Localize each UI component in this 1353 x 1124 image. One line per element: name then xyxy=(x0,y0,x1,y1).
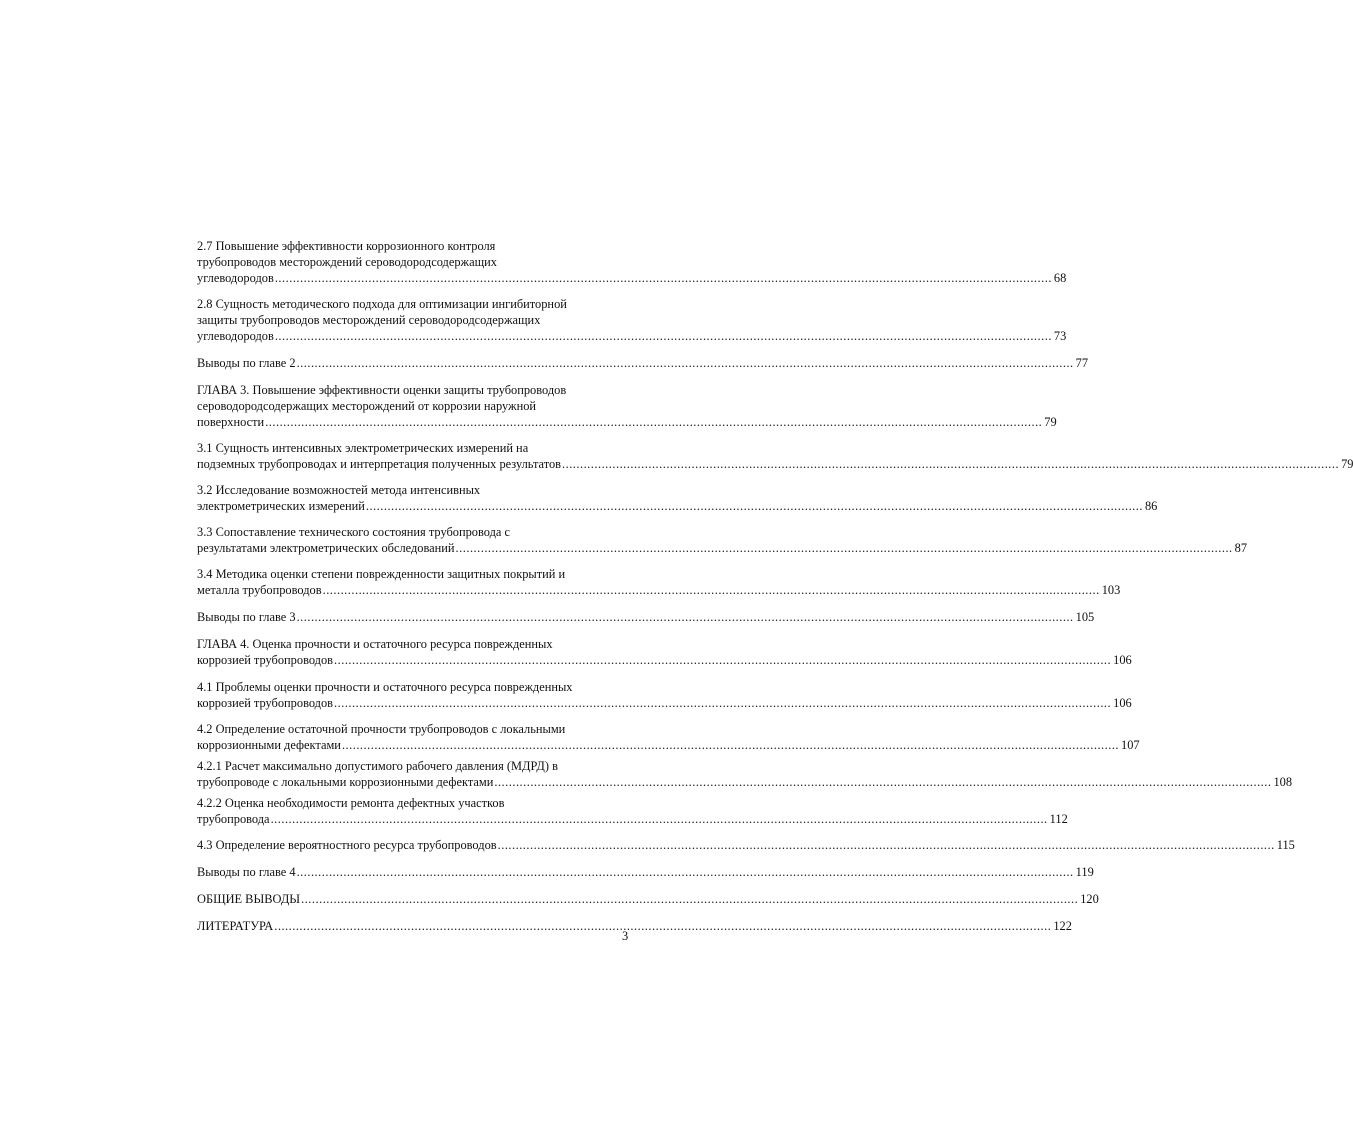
toc-entry[interactable] xyxy=(197,864,1094,880)
toc-entry-last-line xyxy=(197,737,1140,753)
toc-entry-last-line xyxy=(197,498,1158,514)
toc-entry-text: 3.4 Методика оценки степени поврежденности защитных покрытий и xyxy=(197,567,566,581)
toc-page-number: 103 xyxy=(1101,583,1121,597)
toc-entry-text: трубопровода xyxy=(197,812,270,826)
toc-entry-last-line xyxy=(197,652,1132,668)
toc-entry-last-line xyxy=(197,456,1353,472)
toc-entry[interactable] xyxy=(197,609,1095,625)
toc-entry[interactable] xyxy=(197,918,1072,934)
toc-page-number: 120 xyxy=(1080,892,1099,906)
dot-leader xyxy=(271,811,1048,827)
toc-entry[interactable] xyxy=(197,758,1293,790)
toc-entry[interactable] xyxy=(197,566,1121,598)
table-of-contents xyxy=(197,238,1353,934)
toc-page-number: 119 xyxy=(1075,865,1094,879)
dot-leader xyxy=(275,328,1052,344)
toc-entry-text: 3.2 Исследование возможностей метода интенсивных xyxy=(197,483,481,497)
toc-entry-text: металла трубопроводов xyxy=(197,583,322,597)
toc-entry-text: 3.3 Сопоставление технического состояния трубопровода с xyxy=(197,525,511,539)
toc-entry[interactable] xyxy=(197,795,1068,827)
toc-entry-last-line xyxy=(197,540,1248,556)
toc-entry-text: углеводородов xyxy=(197,271,274,285)
toc-page-number: 87 xyxy=(1234,541,1248,555)
dot-leader xyxy=(297,609,1074,625)
toc-entry-last-line xyxy=(197,864,1094,880)
toc-entry[interactable] xyxy=(197,837,1295,853)
toc-entry-text: углеводородов xyxy=(197,329,274,343)
toc-entry-last-line xyxy=(197,582,1121,598)
toc-entry[interactable] xyxy=(197,482,1158,514)
toc-entry-text: Выводы по главе 4 xyxy=(197,865,296,879)
toc-entry-text: коррозионными дефектами xyxy=(197,738,341,752)
toc-entry-last-line xyxy=(197,355,1089,371)
toc-entry-last-line xyxy=(197,918,1072,934)
toc-page-number: 122 xyxy=(1053,919,1072,933)
toc-entry[interactable] xyxy=(197,679,1132,711)
dot-leader xyxy=(297,355,1074,371)
toc-page-number: 68 xyxy=(1053,271,1067,285)
toc-page-number: 79 xyxy=(1341,457,1353,471)
dot-leader xyxy=(334,652,1111,668)
toc-page-number: 86 xyxy=(1144,499,1158,513)
dot-leader xyxy=(323,582,1100,598)
toc-entry-text: результатами электрометрических обследований xyxy=(197,541,455,555)
toc-entry-text: коррозией трубопроводов xyxy=(197,653,334,667)
toc-entry-text: 2.7 Повышение эффективности коррозионного контроля xyxy=(197,239,496,253)
toc-page-number: 112 xyxy=(1049,812,1068,826)
toc-entry-last-line xyxy=(197,695,1132,711)
toc-entry-last-line xyxy=(197,414,1057,430)
dot-leader xyxy=(366,498,1143,514)
toc-entry-text: сероводородсодержащих месторождений от коррозии наружной xyxy=(197,399,537,413)
toc-entry[interactable] xyxy=(197,355,1089,371)
toc-page-number: 77 xyxy=(1075,356,1089,370)
toc-entry[interactable] xyxy=(197,636,1132,668)
toc-entry-text: трубопроводов месторождений сероводородсодержащих xyxy=(197,255,497,269)
toc-entry-text: Выводы по главе 2 xyxy=(197,356,296,370)
toc-entry-text: 3.1 Сущность интенсивных электрометрических измерений на xyxy=(197,441,529,455)
toc-page-number: 106 xyxy=(1113,696,1132,710)
toc-page-number: 108 xyxy=(1273,775,1293,789)
toc-entry[interactable] xyxy=(197,382,1057,430)
toc-entry[interactable] xyxy=(197,440,1353,472)
toc-entry-last-line xyxy=(197,837,1295,853)
page-number: 3 xyxy=(622,929,629,943)
toc-entry-text: 4.2 Определение остаточной прочности трубопроводов с локальными xyxy=(197,722,566,736)
toc-entry-text: ОБЩИЕ ВЫВОДЫ xyxy=(197,892,301,906)
toc-page-number: 107 xyxy=(1121,738,1140,752)
toc-entry-text: 4.1 Проблемы оценки прочности и остаточного ресурса поврежденных xyxy=(197,680,573,694)
toc-entry[interactable] xyxy=(197,238,1067,286)
toc-entry-text: защиты трубопроводов месторождений сероводородсодержащих xyxy=(197,313,541,327)
toc-entry-text: 4.3 Определение вероятностного ресурса трубопроводов xyxy=(197,838,497,852)
dot-leader xyxy=(274,918,1051,934)
dot-leader xyxy=(275,270,1052,286)
toc-entry-text: трубопроводе с локальными коррозионными дефектами xyxy=(197,775,494,789)
toc-page-number: 106 xyxy=(1113,653,1132,667)
toc-entry-text: коррозией трубопроводов xyxy=(197,696,334,710)
toc-entry-text: 4.2.1 Расчет максимально допустимого рабочего давления (МДРД) в xyxy=(197,759,558,773)
dot-leader xyxy=(494,774,1271,790)
toc-entry-text: 2.8 Сущность методического подхода для оптимизации ингибиторной xyxy=(197,297,567,311)
toc-entry-last-line xyxy=(197,328,1067,344)
dot-leader xyxy=(334,695,1111,711)
toc-page-number: 115 xyxy=(1276,838,1295,852)
toc-entry-last-line xyxy=(197,811,1068,827)
toc-entry[interactable] xyxy=(197,524,1248,556)
toc-entry-last-line xyxy=(197,891,1099,907)
toc-entry-last-line xyxy=(197,270,1067,286)
toc-page-number: 105 xyxy=(1075,610,1095,624)
toc-entry-text: ЛИТЕРАТУРА xyxy=(197,919,274,933)
toc-page-number: 73 xyxy=(1053,329,1067,343)
toc-entry-text: ГЛАВА 3. Повышение эффективности оценки защиты трубопроводов xyxy=(197,383,567,397)
toc-entry-last-line xyxy=(197,774,1293,790)
dot-leader xyxy=(297,864,1074,880)
toc-page-number: 79 xyxy=(1044,415,1057,429)
dot-leader xyxy=(562,456,1339,472)
toc-entry-text: 4.2.2 Оценка необходимости ремонта дефектных участков xyxy=(197,796,505,810)
toc-entry-text: электрометрических измерений xyxy=(197,499,365,513)
toc-entry-text: подземных трубопроводах и интерпретация полученных результатов xyxy=(197,457,561,471)
toc-entry[interactable] xyxy=(197,891,1099,907)
toc-entry-text: поверхности xyxy=(197,415,265,429)
dot-leader xyxy=(342,737,1119,753)
toc-entry[interactable] xyxy=(197,296,1067,344)
dot-leader xyxy=(301,891,1078,907)
toc-entry-text: ГЛАВА 4. Оценка прочности и остаточного ресурса поврежденных xyxy=(197,637,553,651)
toc-entry-text: Выводы по главе 3 xyxy=(197,610,296,624)
dot-leader xyxy=(456,540,1233,556)
toc-entry-last-line xyxy=(197,609,1095,625)
toc-entry[interactable] xyxy=(197,721,1140,753)
dot-leader xyxy=(265,414,1042,430)
dot-leader xyxy=(498,837,1275,853)
